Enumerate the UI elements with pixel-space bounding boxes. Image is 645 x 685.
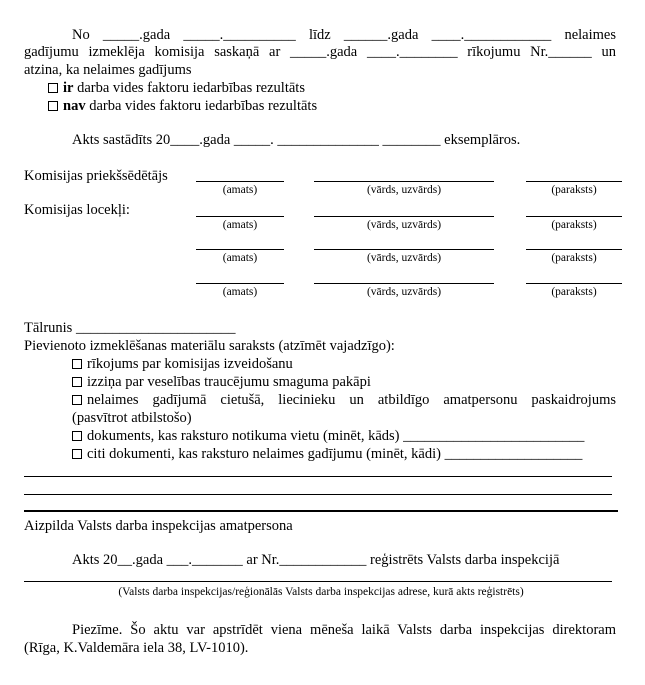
- checkbox-icon[interactable]: [48, 83, 58, 93]
- section-divider: [24, 510, 618, 512]
- phone-line: Tālrunis ______________________: [24, 320, 236, 336]
- checkbox-icon[interactable]: [72, 395, 82, 405]
- caption-signature: (paraksts): [551, 219, 597, 231]
- caption-position: (amats): [222, 219, 258, 231]
- caption-position: (amats): [222, 184, 258, 196]
- material-item-1[interactable]: [72, 356, 293, 373]
- option-nav-bold: nav: [63, 98, 86, 114]
- inspection-address-caption: (Valsts darba inspekcijas/reģionālās Valsts darba inspekcijas adrese, kurā akts reģistrēts): [118, 586, 524, 598]
- commission-members-label: Komisijas locekļi:: [24, 202, 130, 218]
- intro-line-3: atzina, ka nelaimes gadījums: [24, 62, 192, 78]
- note-line-2: (Rīga, K.Valdemāra iela 38, LV-1010).: [24, 640, 249, 656]
- chair-signature-line[interactable]: [526, 181, 622, 182]
- material-item-3[interactable]: [72, 392, 616, 408]
- option-ir-bold: ir: [63, 80, 74, 96]
- option-nav-text: darba vides faktoru iedarbības rezultāts: [85, 98, 318, 114]
- caption-name: (vārds, uzvārds): [366, 219, 442, 231]
- checkbox-icon[interactable]: [72, 377, 82, 387]
- material-item-label: rīkojums par komisijas izveidošanu: [87, 356, 293, 372]
- commission-chair-label: Komisijas priekšsēdētājs: [24, 168, 168, 184]
- blank-line-2[interactable]: [24, 494, 612, 495]
- material-item-2[interactable]: [72, 374, 371, 391]
- member-3-name-line[interactable]: [314, 283, 494, 284]
- option-ir[interactable]: [48, 80, 305, 97]
- caption-position: (amats): [222, 252, 258, 264]
- material-item-3-continued: (pasvītrot atbilstošo): [72, 410, 192, 426]
- chair-position-line[interactable]: [196, 181, 284, 182]
- member-3-position-line[interactable]: [196, 283, 284, 284]
- member-2-name-line[interactable]: [314, 249, 494, 250]
- member-1-signature-line[interactable]: [526, 216, 622, 217]
- caption-name: (vārds, uzvārds): [366, 286, 442, 298]
- caption-signature: (paraksts): [551, 184, 597, 196]
- caption-signature: (paraksts): [551, 286, 597, 298]
- materials-heading: Pievienoto izmeklēšanas materiālu saraksts (atzīmēt vajadzīgo):: [24, 338, 395, 354]
- member-1-name-line[interactable]: [314, 216, 494, 217]
- material-item-4[interactable]: [72, 428, 584, 445]
- chair-name-line[interactable]: [314, 181, 494, 182]
- option-ir-text: darba vides faktoru iedarbības rezultāts: [73, 80, 305, 96]
- intro-line-1: No _____.gada _____.__________ līdz ______.gada ____.____________ nelaimes: [72, 27, 616, 43]
- member-3-signature-line[interactable]: [526, 283, 622, 284]
- checkbox-icon[interactable]: [72, 449, 82, 459]
- material-item-label: izziņa par veselības traucējumu smaguma pakāpi: [87, 374, 371, 390]
- member-2-signature-line[interactable]: [526, 249, 622, 250]
- material-item-5[interactable]: [72, 446, 582, 463]
- caption-name: (vārds, uzvārds): [366, 252, 442, 264]
- blank-line-1[interactable]: [24, 476, 612, 477]
- member-1-position-line[interactable]: [196, 216, 284, 217]
- note-line-1: Piezīme. Šo aktu var apstrīdēt viena mēneša laikā Valsts darba inspekcijas direktoram: [72, 622, 616, 638]
- caption-name: (vārds, uzvārds): [366, 184, 442, 196]
- inspection-address-line[interactable]: [24, 581, 612, 582]
- checkbox-icon[interactable]: [72, 359, 82, 369]
- intro-line-2: gadījumu izmeklēja komisija saskaņā ar _____.gada ____.________ rīkojumu Nr.______ un: [24, 44, 616, 60]
- inspection-heading: Aizpilda Valsts darba inspekcijas amatpersona: [24, 518, 293, 534]
- checkbox-icon[interactable]: [72, 431, 82, 441]
- material-item-label: dokuments, kas raksturo notikuma vietu (minēt, kāds) _________________________: [87, 428, 585, 444]
- inspection-act-line: Akts 20__.gada ___._______ ar Nr.____________ reģistrēts Valsts darba inspekcijā: [72, 552, 560, 568]
- member-2-position-line[interactable]: [196, 249, 284, 250]
- caption-position: (amats): [222, 286, 258, 298]
- act-compiled-line: Akts sastādīts 20____.gada _____. ______________ ________ eksemplāros.: [72, 132, 521, 148]
- option-nav[interactable]: [48, 98, 317, 115]
- material-item-label: citi dokumenti, kas raksturo nelaimes gadījumu (minēt, kādi) ___________________: [87, 446, 583, 462]
- checkbox-icon[interactable]: [48, 101, 58, 111]
- caption-signature: (paraksts): [551, 252, 597, 264]
- material-item-label: nelaimes gadījumā cietušā, liecinieku un atbildīgo amatpersonu paskaidrojums: [87, 392, 616, 408]
